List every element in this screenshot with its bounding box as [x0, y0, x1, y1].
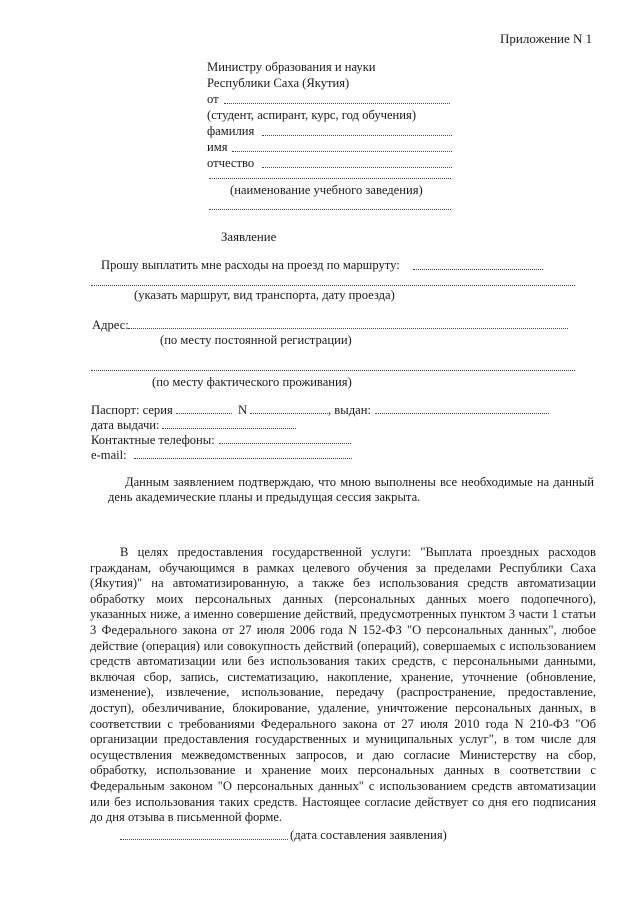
confirmation-paragraph: Данным заявлением подтверждаю, что мною выполнены все необходимые на данный день академические планы и предыдущая сессия закрыта.	[108, 475, 594, 504]
from-label: от	[207, 92, 219, 106]
addressee-line-2: Республики Саха (Якутия)	[207, 76, 350, 90]
institution-field-2[interactable]	[209, 209, 451, 210]
address-registration-field[interactable]	[128, 328, 568, 329]
request-text: Прошу выплатить мне расходы на проезд по маршруту:	[101, 258, 400, 272]
passport-series-label: Паспорт: серия	[91, 403, 173, 417]
appendix-label: Приложение N 1	[500, 31, 593, 46]
route-field[interactable]	[413, 269, 543, 270]
consent-paragraph: В целях предоставления государственной услуги: "Выплата проездных расходов гражданам, обучающимся в рамках целевого обучения за пределами Республики Саха (Якутия)" на автоматизированную, а также без использования средств автоматизации обработку моих персональных данных (персональных данных моего подопечного), указанных ниже, а именно совершение действий, предусмотренных пунктом 3 части 1 статьи 3 Федерального закона от 27 июля 2006 года N 152-ФЗ "О персональных данных", любое действие (операция) или совокупность действий (операций), совершаемых с использованием средств автоматизации или без использования таких средств, с персональными данными, включая сбор, запись, систематизацию, накопление, хранение, уточнение (обновление, изменение), извлечение, использование, передачу (распространение, предоставление, доступ), обезличивание, блокирование, удаление, уничтожение персональных данных, в соответствии с требованиями Федерального закона от 27 июля 2010 года N 210-ФЗ "Об организации предоставления государственных и муниципальных услуг", в том числе для осуществления межведомственных запросов, и даю согласие Министерству на сбор, обработку, использование и хранение моих персональных данных в соответствии с Федеральным законом "О персональных данных" с использованием средств автоматизации или без использования таких средств. Настоящее согласие действует со дня его подписания до дня отзыва в письменной форме.	[90, 545, 596, 825]
document-title: Заявление	[221, 230, 277, 244]
issue-date-field[interactable]	[162, 428, 296, 429]
status-hint: (студент, аспирант, курс, год обучения)	[207, 108, 417, 122]
actual-address-hint: (по месту фактического проживания)	[152, 375, 352, 389]
registration-hint: (по месту постоянной регистрации)	[160, 333, 352, 347]
institution-hint: (наименование учебного заведения)	[230, 183, 423, 197]
passport-number-field[interactable]	[250, 413, 328, 414]
patronymic-field[interactable]	[262, 167, 452, 168]
passport-issued-field[interactable]	[375, 413, 549, 414]
route-field-2[interactable]	[91, 285, 575, 286]
route-hint: (указать маршрут, вид транспорта, дату проезда)	[134, 288, 395, 302]
from-field[interactable]	[224, 103, 450, 104]
surname-label: фамилия	[207, 124, 255, 138]
date-hint: (дата составления заявления)	[290, 828, 447, 842]
institution-field[interactable]	[209, 178, 451, 179]
date-field[interactable]	[120, 839, 288, 840]
phones-label: Контактные телефоны:	[91, 433, 215, 447]
addressee-line-1: Министру образования и науки	[207, 60, 376, 74]
name-label: имя	[207, 140, 228, 154]
passport-number-label: N	[238, 403, 248, 417]
passport-issued-label: , выдан:	[328, 403, 371, 417]
address-actual-field[interactable]	[91, 370, 575, 371]
name-field[interactable]	[232, 151, 452, 152]
passport-series-field[interactable]	[176, 413, 232, 414]
patronymic-label: отчество	[207, 156, 255, 170]
email-label: e-mail:	[91, 448, 127, 462]
phones-field[interactable]	[219, 443, 351, 444]
issue-date-label: дата выдачи:	[91, 418, 160, 432]
address-label: Адрес:	[92, 318, 129, 332]
email-field[interactable]	[134, 458, 352, 459]
surname-field[interactable]	[262, 135, 452, 136]
